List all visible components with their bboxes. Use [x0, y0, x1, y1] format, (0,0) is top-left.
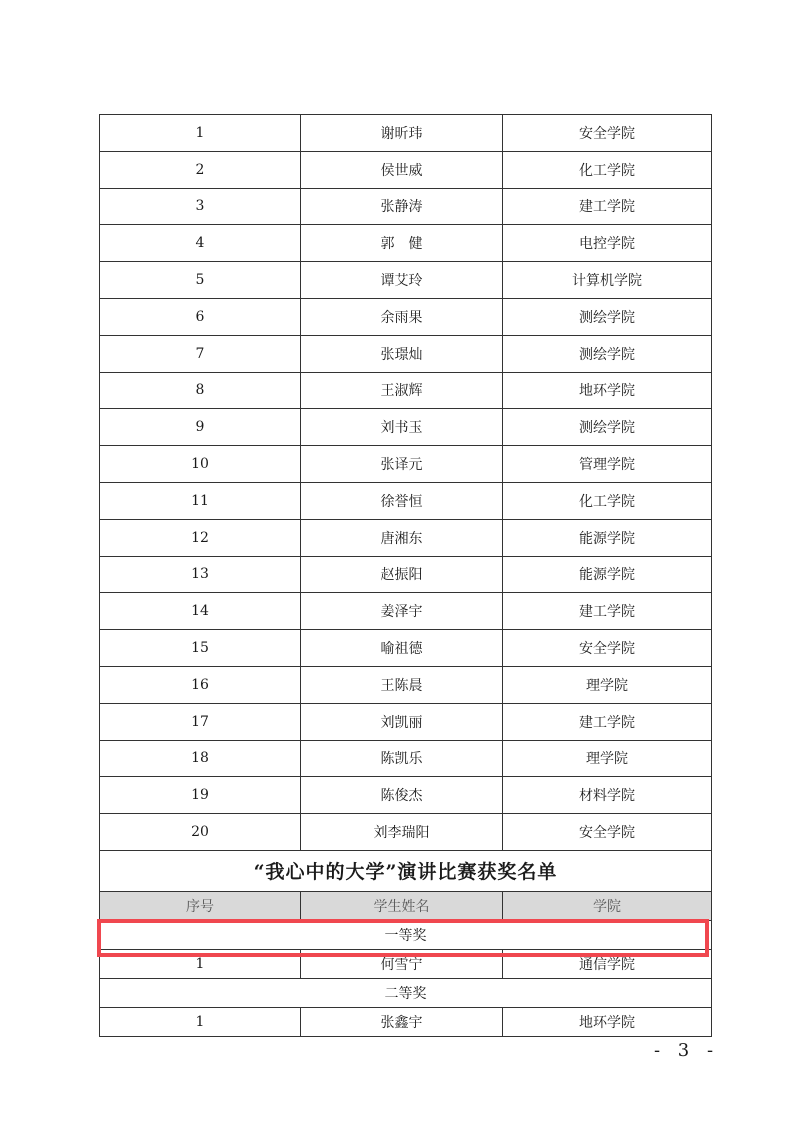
student-name: 张译元: [301, 446, 503, 483]
college-name: 理学院: [503, 740, 712, 777]
college-name: 安全学院: [503, 814, 712, 851]
award-list-body: [100, 115, 712, 1037]
college-name: 通信学院: [503, 949, 712, 978]
page-number: - 3 -: [654, 1040, 720, 1061]
section-title: “我心中的大学”演讲比赛获奖名单: [100, 850, 712, 891]
college-name: 材料学院: [503, 777, 712, 814]
row-number: 11: [100, 482, 301, 519]
college-name: 建工学院: [503, 593, 712, 630]
header-student-name: 学生姓名: [301, 891, 503, 920]
prize-level-row: [100, 978, 712, 1007]
row-number: 2: [100, 151, 301, 188]
row-number: 5: [100, 262, 301, 299]
college-name: 能源学院: [503, 519, 712, 556]
student-name: 陈凯乐: [301, 740, 503, 777]
student-name: 王淑辉: [301, 372, 503, 409]
college-name: 化工学院: [503, 482, 712, 519]
table-row: [100, 556, 712, 593]
table-row: [100, 482, 712, 519]
row-number: 1: [100, 949, 301, 978]
row-number: 4: [100, 225, 301, 262]
table-row: [100, 777, 712, 814]
table-row: [100, 262, 712, 299]
student-name: 唐湘东: [301, 519, 503, 556]
first-prize-label: 一等奖: [100, 920, 712, 949]
row-number: 1: [100, 1007, 301, 1036]
student-name: 谢昕玮: [301, 115, 503, 152]
student-name: 张鑫宇: [301, 1007, 503, 1036]
college-name: 建工学院: [503, 188, 712, 225]
header-number: 序号: [100, 891, 301, 920]
college-name: 测绘学院: [503, 335, 712, 372]
table-row: [100, 372, 712, 409]
table-row: [100, 298, 712, 335]
student-name: 刘李瑞阳: [301, 814, 503, 851]
table-row: [100, 115, 712, 152]
table-row: [100, 151, 712, 188]
table-row: [100, 630, 712, 667]
table-row: [100, 519, 712, 556]
header-college: 学院: [503, 891, 712, 920]
header-row: [100, 891, 712, 920]
table-row: [100, 335, 712, 372]
college-name: 测绘学院: [503, 298, 712, 335]
student-name: 侯世威: [301, 151, 503, 188]
section-title-row: [100, 850, 712, 891]
highlight-box: [97, 919, 709, 957]
college-name: 计算机学院: [503, 262, 712, 299]
row-number: 10: [100, 446, 301, 483]
college-name: 安全学院: [503, 630, 712, 667]
table-row: [100, 446, 712, 483]
table-row: [100, 703, 712, 740]
row-number: 9: [100, 409, 301, 446]
student-name: 姜泽宇: [301, 593, 503, 630]
student-name: 刘书玉: [301, 409, 503, 446]
student-name: 余雨果: [301, 298, 503, 335]
row-number: 1: [100, 115, 301, 152]
table-row: [100, 188, 712, 225]
student-name: 何雪宁: [301, 949, 503, 978]
college-name: 测绘学院: [503, 409, 712, 446]
row-number: 20: [100, 814, 301, 851]
table-row: [100, 1007, 712, 1036]
student-name: 谭艾玲: [301, 262, 503, 299]
student-name: 王陈晨: [301, 666, 503, 703]
college-name: 化工学院: [503, 151, 712, 188]
college-name: 地环学院: [503, 372, 712, 409]
student-name: 张静涛: [301, 188, 503, 225]
table-row: [100, 814, 712, 851]
college-name: 理学院: [503, 666, 712, 703]
college-name: 电控学院: [503, 225, 712, 262]
college-name: 建工学院: [503, 703, 712, 740]
student-name: 赵振阳: [301, 556, 503, 593]
college-name: 地环学院: [503, 1007, 712, 1036]
table-row: [100, 225, 712, 262]
row-number: 17: [100, 703, 301, 740]
row-number: 14: [100, 593, 301, 630]
row-number: 18: [100, 740, 301, 777]
table-row: [100, 740, 712, 777]
student-name: 徐誉恒: [301, 482, 503, 519]
student-name: 喻祖德: [301, 630, 503, 667]
table-row: [100, 593, 712, 630]
college-name: 能源学院: [503, 556, 712, 593]
row-number: 16: [100, 666, 301, 703]
second-prize-label: 二等奖: [100, 978, 712, 1007]
award-table: [99, 114, 712, 1037]
row-number: 19: [100, 777, 301, 814]
row-number: 3: [100, 188, 301, 225]
table-row: [100, 409, 712, 446]
row-number: 12: [100, 519, 301, 556]
college-name: 管理学院: [503, 446, 712, 483]
row-number: 7: [100, 335, 301, 372]
college-name: 安全学院: [503, 115, 712, 152]
row-number: 8: [100, 372, 301, 409]
student-name: 郭 健: [301, 225, 503, 262]
student-name: 陈俊杰: [301, 777, 503, 814]
row-number: 13: [100, 556, 301, 593]
row-number: 6: [100, 298, 301, 335]
row-number: 15: [100, 630, 301, 667]
student-name: 张璟灿: [301, 335, 503, 372]
student-name: 刘凯丽: [301, 703, 503, 740]
table-row: [100, 666, 712, 703]
